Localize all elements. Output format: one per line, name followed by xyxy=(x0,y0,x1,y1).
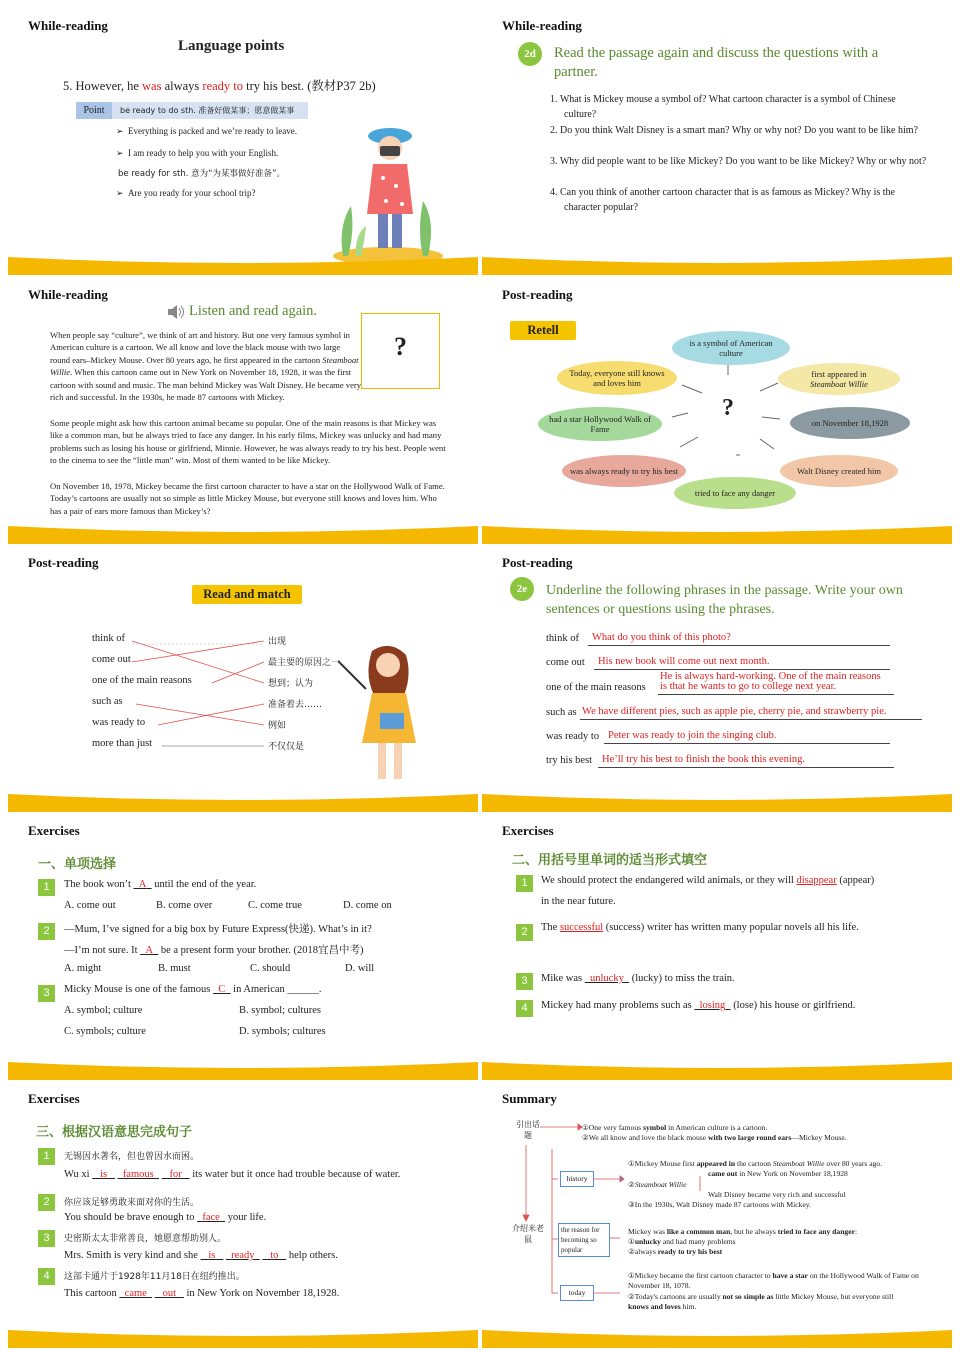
retell-tag: Retell xyxy=(510,321,576,340)
slide-title: Exercises xyxy=(502,823,554,838)
question-1: The book won’t A until the end of the year. xyxy=(64,879,257,890)
q3-option-c[interactable]: C. symbols; culture xyxy=(64,1026,146,1037)
badge-2d: 2d xyxy=(518,42,542,66)
q2-english: You should be brave enough to face your life. xyxy=(64,1212,267,1223)
today-1: ①Mickey became the first cartoon character to have a star on the Hollywood Walk of Fame on November 18, 1078. xyxy=(628,1271,919,1290)
slide-9-complete-sentences xyxy=(8,1081,478,1348)
slide-4-retell xyxy=(482,277,952,544)
reason-2: ②always ready to try his best xyxy=(628,1247,723,1256)
question-box xyxy=(361,313,440,389)
bubble-first-appeared: first appeared in Steamboat Willie xyxy=(778,363,900,395)
answer-2-extra: He is always hard-working. One of the main reasons xyxy=(660,671,881,682)
answer-line-5[interactable] xyxy=(598,767,894,768)
point-text: be ready to do sth. 准备好做某事；愿意做某事 xyxy=(120,106,295,115)
topic-label: 介绍米老鼠 xyxy=(512,1224,544,1244)
bottom-band xyxy=(482,526,952,544)
number-3: 3 xyxy=(38,985,55,1002)
right-item-4[interactable]: 例如 xyxy=(268,721,287,731)
q3-english: Mrs. Smith is very kind and she is ready to help others. xyxy=(64,1250,338,1261)
today-2: ②Today's cartoons are usually not so simple as little Mickey Mouse, but everyone still knows and loves him. xyxy=(628,1292,894,1311)
number-2: 2 xyxy=(38,923,55,940)
phrase-0: think of xyxy=(546,633,579,644)
bubble-ready: was always ready to try his best xyxy=(562,455,686,487)
instruction: Underline the following phrases in the passage. Write your own sentences or questions using the phrases. xyxy=(546,583,903,617)
right-item-5[interactable]: 不仅仅是 xyxy=(268,742,305,752)
number-1: 1 xyxy=(38,879,55,896)
bubble-symbol: is a symbol of American culture xyxy=(672,331,790,365)
q2-option-d[interactable]: D. will xyxy=(345,963,375,974)
right-item-0[interactable]: 出现 xyxy=(268,637,287,647)
slide-title: Exercises xyxy=(28,1091,80,1106)
answer-line-1[interactable] xyxy=(594,669,890,670)
girl-photographer-illustration xyxy=(328,106,448,266)
today-box: today xyxy=(560,1285,594,1301)
bottom-band xyxy=(482,1062,952,1080)
slide-title: While-reading xyxy=(28,287,108,302)
slide-2-discuss-questions xyxy=(482,8,952,275)
intro-line-1: ①One very famous symbol in American culture is a cartoon. xyxy=(582,1123,768,1132)
phrase-3: such as xyxy=(546,707,577,718)
slide-7-multiple-choice xyxy=(8,813,478,1080)
q4-chinese: 这部卡通片于1928年11月18日在纽约推出。 xyxy=(64,1272,245,1282)
number-1: 1 xyxy=(38,1148,55,1165)
q2-option-b[interactable]: B. must xyxy=(158,963,191,974)
slide-title: Summary xyxy=(502,1091,557,1106)
left-item-0[interactable]: think of xyxy=(92,633,125,644)
phrase-1: come out xyxy=(546,657,585,668)
center-question-mark: ? xyxy=(722,395,734,421)
slide-title: Exercises xyxy=(28,823,80,838)
left-item-2[interactable]: one of the main reasons xyxy=(92,675,192,686)
question-2-line-2: —I’m not sure. It A be a present form your brother. (2018宜昌中考) xyxy=(64,945,364,956)
answer-line-4[interactable] xyxy=(604,743,890,744)
history-2: ②Steamboat Willie xyxy=(628,1180,687,1189)
q2-chinese: 你应该足够勇敢来面对你的生活。 xyxy=(64,1198,200,1208)
q1-option-b[interactable]: B. come over xyxy=(156,900,213,911)
slide-title: While-reading xyxy=(502,18,582,33)
question-2: The successful (success) writer has written many popular novels all his life. xyxy=(541,922,859,933)
bubble-today: Today, everyone still knows and loves him xyxy=(557,361,677,395)
answer-5: He’ll try his best to finish the book this evening. xyxy=(602,754,805,765)
slide-10-summary xyxy=(482,1081,952,1348)
phrase-5: try his best xyxy=(546,755,593,766)
question-2: 2. Do you think Walt Disney is a smart man? Why or why not? Do you want to be like him? xyxy=(550,125,918,136)
history-1: ①Mickey Mouse first appeared in the cartoon Steamboat Willie over 80 years ago. xyxy=(628,1159,883,1168)
question-1: We should protect the endangered wild animals, or they will disappear (appear) xyxy=(541,875,875,886)
question-3: Micky Mouse is one of the famous C in American ______. xyxy=(64,984,322,995)
phrase-4: was ready to xyxy=(546,731,600,742)
bottom-band xyxy=(8,1062,478,1080)
section-heading: 一、单项选择 xyxy=(38,857,117,872)
read-match-tag: Read and match xyxy=(192,585,302,604)
badge-2e: 2e xyxy=(510,577,534,601)
bottom-band xyxy=(482,257,952,275)
answer-4: Peter was ready to join the singing club. xyxy=(608,730,777,741)
slide-title: Post-reading xyxy=(502,287,573,302)
left-item-5[interactable]: more than just xyxy=(92,738,153,749)
intro-label: 引出话题 xyxy=(516,1120,540,1140)
slide-1-language-points xyxy=(8,8,478,275)
example-2: ➢ I am ready to help you with your English. xyxy=(116,148,279,158)
reason-box: the reason for becoming so popular xyxy=(558,1223,610,1257)
answer-1: His new book will come out next month. xyxy=(598,656,770,667)
q3-chinese: 史密斯太太非常善良，她愿意帮助别人。 xyxy=(64,1234,227,1244)
bottom-band xyxy=(482,794,952,812)
example-1: ➢ Everything is packed and we’re ready to leave. xyxy=(116,126,297,136)
q3-option-d[interactable]: D. symbols; cultures xyxy=(239,1026,326,1037)
history-1b: came out in New York on November 18,1928 xyxy=(708,1169,848,1178)
section-heading: 三、根据汉语意思完成句子 xyxy=(36,1125,193,1140)
q1-option-c[interactable]: C. come true xyxy=(248,900,302,911)
left-item-1[interactable]: come out xyxy=(92,654,131,665)
speaker-icon[interactable] xyxy=(166,304,186,325)
intro-line-2: ②We all know and love the black mouse with two large round ears—Mickey Mouse. xyxy=(582,1133,847,1142)
example-3: ➢ Are you ready for your school trip? xyxy=(116,188,256,198)
bottom-band xyxy=(8,794,478,812)
slide-title: Post-reading xyxy=(502,555,573,570)
answer-2: is that he wants to go to college next year. xyxy=(660,681,837,692)
q4-english: This cartoon came out in New York on November 18,1928. xyxy=(64,1288,340,1299)
teacher-girl-illustration xyxy=(338,641,428,791)
bubble-walt-disney: Walt Disney created him xyxy=(780,455,898,487)
left-item-4[interactable]: was ready to xyxy=(92,717,146,728)
number-3: 3 xyxy=(516,973,533,990)
bottom-band xyxy=(8,1330,478,1348)
q3-option-a[interactable]: A. symbol; culture xyxy=(64,1005,143,1016)
number-2: 2 xyxy=(38,1194,55,1211)
answer-3: We have different pies, such as apple pie, cherry pie, and strawberry pie. xyxy=(582,706,887,717)
question-4: 4. Can you think of another cartoon character that is as famous as Mickey? Why is the character popular? xyxy=(550,187,895,213)
answer-0: What do you think of this photo? xyxy=(592,632,731,643)
slide-6-write-sentences xyxy=(482,545,952,812)
bottom-band xyxy=(8,526,478,544)
number-3: 3 xyxy=(38,1230,55,1247)
answer-line-3[interactable] xyxy=(580,719,922,720)
slide-3-passage xyxy=(8,277,478,544)
reason-1: ①unlucky and had many problems xyxy=(628,1237,736,1246)
question-1-cont: in the near future. xyxy=(541,896,616,907)
q2-option-c[interactable]: C. should xyxy=(250,963,291,974)
q1-english: Wu xi is famous for its water but it once had trouble because of water. xyxy=(64,1169,401,1180)
q2-option-a[interactable]: A. might xyxy=(64,963,102,974)
listen-instruction: Listen and read again. xyxy=(189,303,318,319)
section-heading: 二、用括号里单词的适当形式填空 xyxy=(512,853,708,868)
slide-title: While-reading xyxy=(28,18,108,33)
number-2: 2 xyxy=(516,924,533,941)
passage-p1: When people say “culture”, we think of art and history. But one very famous symbol in American culture is a cartoon. We all know and love the black mouse with two large round ears–Mickey Mouse. Over 80 years ago, he first appeared in the cartoon Steamboat Willie. When this cartoon came out in New York on November 18, 1928, it was the first cartoon with sound and music. The man behind Mickey was Walt Disney. He became very rich and successful. In the 1930s, he made 87 cartoons with Mickey. xyxy=(50,330,362,403)
slide-title: Post-reading xyxy=(28,555,99,570)
q1-chinese: 无锡因水著名，但也曾因水而困。 xyxy=(64,1152,200,1162)
instruction: Read the passage again and discuss the questions with a partner. xyxy=(554,45,879,80)
question-4: Mickey had many problems such as losing (lose) his house or girlfriend. xyxy=(541,1000,856,1011)
passage-p2: Some people might ask how this cartoon animal became so popular. One of the main reasons is that Mickey was like a common man, but he always tried to face any danger. In his early films, Mickey was unlucky and had many problems such as losing his house or girlfriend, Minnie. However, he was always ready to try his best. People went to the cinema to see the “little man” win. Most of them wanted to be like Mickey. xyxy=(50,418,446,466)
reason-0: Mickey was like a common man, but he always tried to face any danger: xyxy=(628,1227,858,1236)
number-1: 1 xyxy=(516,875,533,892)
q1-option-d[interactable]: D. come on xyxy=(343,900,392,911)
bottom-band xyxy=(482,1330,952,1348)
bottom-band xyxy=(8,257,478,275)
answer-line-2[interactable] xyxy=(658,694,894,695)
question-3: Mike was unlucky (lucky) to miss the train. xyxy=(541,973,735,984)
slide-8-word-forms xyxy=(482,813,952,1080)
bubble-danger: tried to face any danger xyxy=(674,477,796,509)
history-3: ③In the 1930s, Walt Disney made 87 cartoons with Mickey. xyxy=(628,1200,811,1209)
q1-option-a[interactable]: A. come out xyxy=(64,900,116,911)
phrase-2: one of the main reasons xyxy=(546,682,646,693)
number-4: 4 xyxy=(516,1000,533,1017)
point-box xyxy=(76,102,308,119)
question-mark: ? xyxy=(394,332,407,361)
bubble-star: had a star Hollywood Walk of Fame xyxy=(538,407,662,441)
history-2b: Walt Disney became very rich and successful xyxy=(708,1190,846,1199)
slide-heading: Language points xyxy=(178,38,285,54)
q3-option-b[interactable]: B. symbol; cultures xyxy=(239,1005,321,1016)
history-box: history xyxy=(560,1171,594,1187)
answer-line-0[interactable] xyxy=(588,645,890,646)
number-4: 4 xyxy=(38,1268,55,1285)
question-2-line-1: —Mum, I’ve signed for a big box by Future Express(快递). What’s in it? xyxy=(64,924,372,935)
note: be ready for sth. 意为“为某事做好准备”。 xyxy=(118,169,285,179)
point-tag: Point xyxy=(76,102,112,119)
right-item-3[interactable]: 准备着去…… xyxy=(268,700,323,710)
question-1: 1. What is Mickey mouse a symbol of? What cartoon character is a symbol of Chinese culture? xyxy=(550,94,896,120)
slide-5-read-and-match xyxy=(8,545,478,812)
key-sentence: 5. However, he was always ready to try his best. (教材P37 2b) xyxy=(63,79,376,93)
passage-p3: On November 18, 1978, Mickey became the first cartoon character to have a star on the Hollywood Walk of Fame. Today’s cartoons are usually not so simple as little Mickey Mouse, but everyone still knows and loves him. Who has a pair of ears more famous than Mickey’s? xyxy=(50,481,445,516)
right-item-2[interactable]: 想到；认为 xyxy=(268,679,314,689)
question-3: 3. Why did people want to be like Mickey? Do you want to be like Mickey? Why or why not? xyxy=(550,156,927,167)
bubble-date: on November 18,1928 xyxy=(790,407,910,439)
right-item-1[interactable]: 最主要的原因之一 xyxy=(268,658,341,668)
left-item-3[interactable]: such as xyxy=(92,696,123,707)
